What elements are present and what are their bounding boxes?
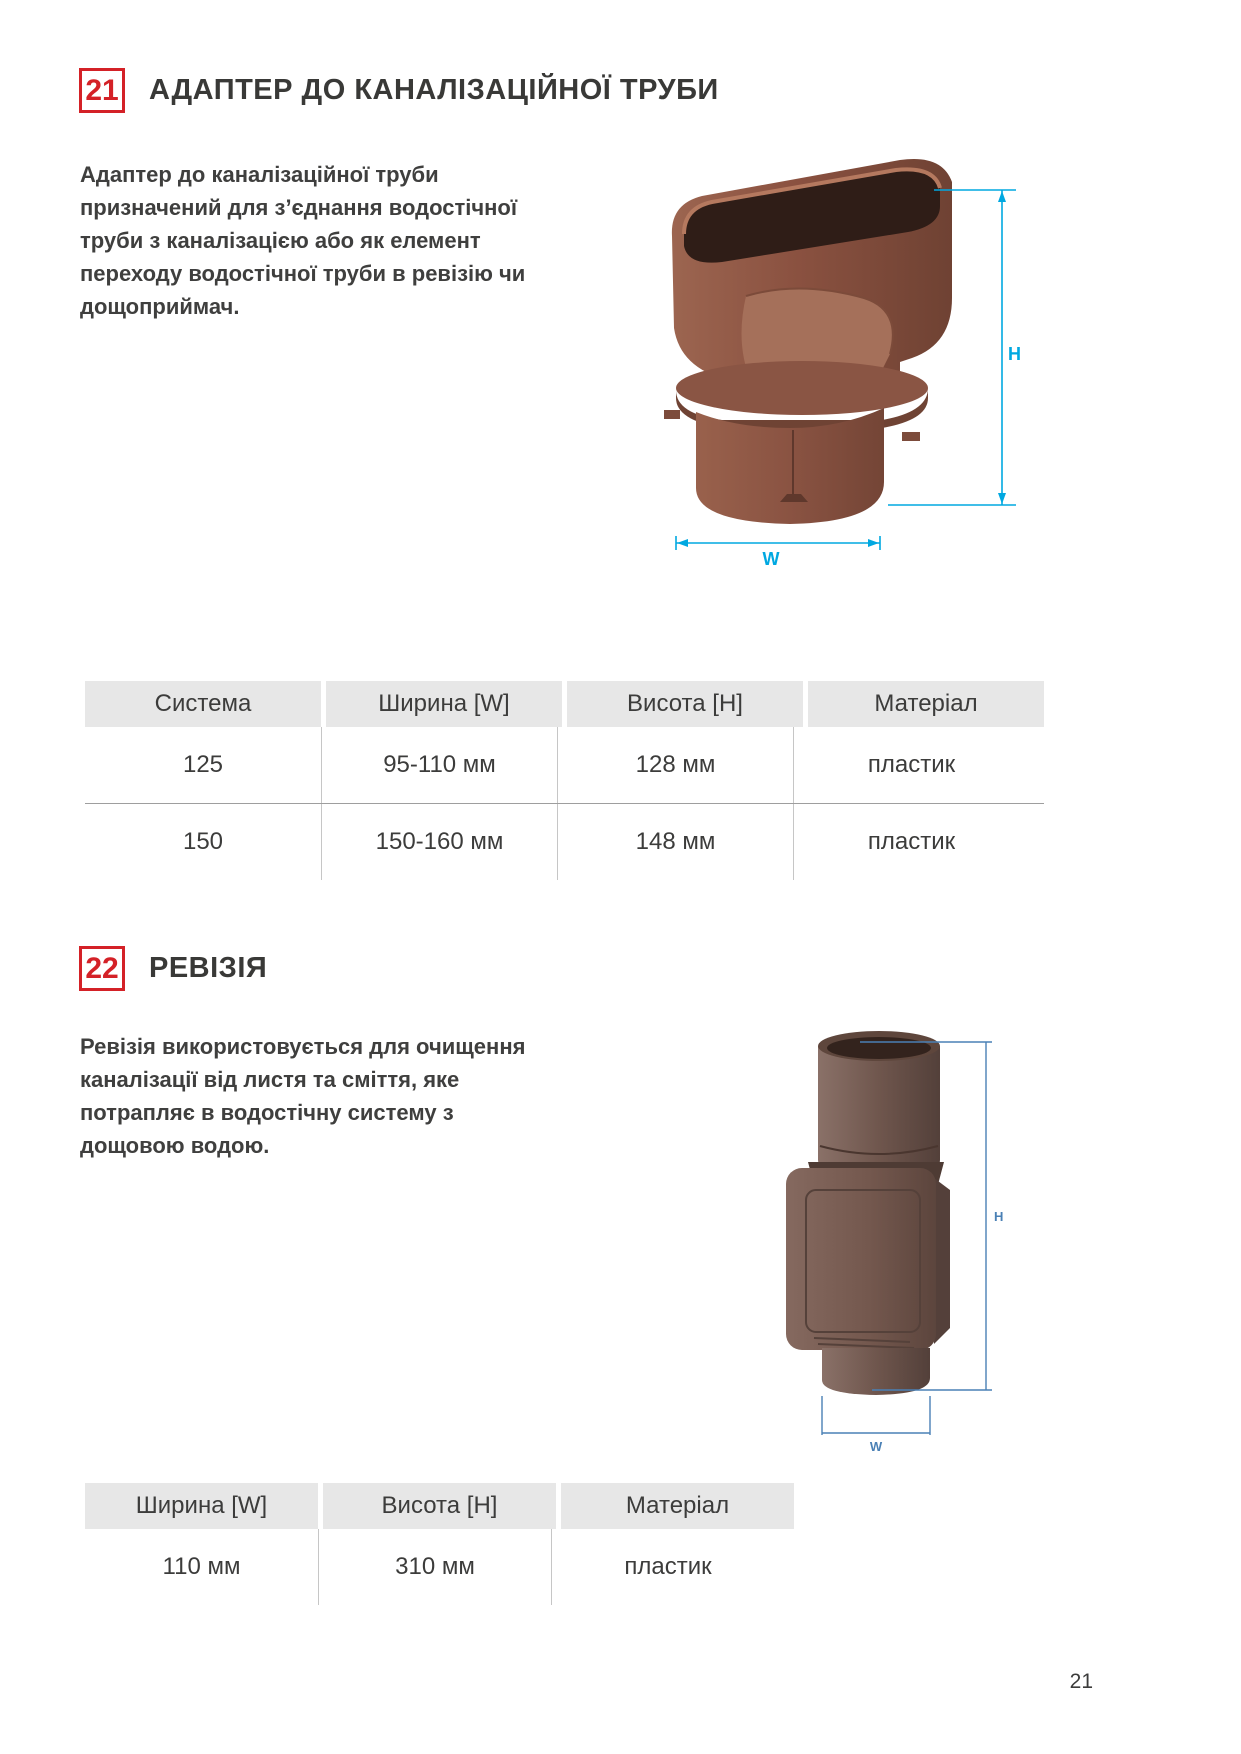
table-row: [85, 727, 1044, 803]
revision-illustration: [780, 1028, 1010, 1468]
spec-table-revision: [85, 1483, 794, 1605]
table-cell: 125: [182, 751, 224, 778]
table-cell: 148 мм: [557, 804, 793, 880]
table-cell: 150: [182, 828, 224, 855]
product-image-revision: [780, 1028, 1010, 1468]
table-header-cell: Матеріал: [808, 681, 1044, 727]
table-cell: пластик: [793, 804, 1029, 880]
table-row: [85, 803, 1044, 880]
table-cell: 110 мм: [162, 1553, 241, 1580]
section-number-badge: 21: [79, 68, 125, 113]
product-image-adapter: [650, 148, 1030, 568]
section-21-header: [79, 68, 719, 113]
table-cell: 150-160 мм: [321, 804, 557, 880]
table-cell: 128 мм: [557, 727, 793, 803]
adapter-illustration: [650, 148, 1030, 568]
table-row: [85, 1529, 794, 1605]
section-description: Адаптер до каналізаційної труби призначений для з’єднання водостічної труби з каналізацією або як елемент переходу водостічної труби в ревізію чи дощоприймач.: [80, 162, 526, 319]
table-header-cell: Ширина [W]: [326, 681, 562, 727]
table-header-row: [85, 1483, 794, 1529]
table-header-cell: Висота [H]: [323, 1483, 556, 1529]
page-number: 21: [1069, 1670, 1093, 1693]
dimension-w-label: W: [869, 1439, 883, 1454]
table-header-cell: Матеріал: [561, 1483, 794, 1529]
spec-table-adapter: [85, 681, 1044, 880]
dimension-h-label: H: [1008, 344, 1021, 364]
table-header-row: [85, 681, 1044, 727]
table-header-cell: Висота [H]: [567, 681, 803, 727]
table-cell: 310 мм: [318, 1529, 551, 1605]
table-header-cell: Ширина [W]: [85, 1483, 318, 1529]
table-header-cell: Система: [85, 681, 321, 727]
section-22-header: [79, 946, 267, 991]
table-cell: пластик: [551, 1529, 784, 1605]
table-cell: пластик: [793, 727, 1029, 803]
section-number-badge: 22: [79, 946, 125, 991]
section-description: Ревізія використовується для очищення каналізації від листя та сміття, яке потрапляє в водостічну систему з дощовою водою.: [80, 1034, 526, 1158]
table-cell: 95-110 мм: [321, 727, 557, 803]
section-title: АДАПТЕР ДО КАНАЛІЗАЦІЙНОЇ ТРУБИ: [149, 74, 719, 106]
dimension-w-label: W: [762, 549, 780, 568]
dimension-h-label: H: [994, 1209, 1004, 1224]
section-title: РЕВІЗІЯ: [149, 952, 268, 984]
